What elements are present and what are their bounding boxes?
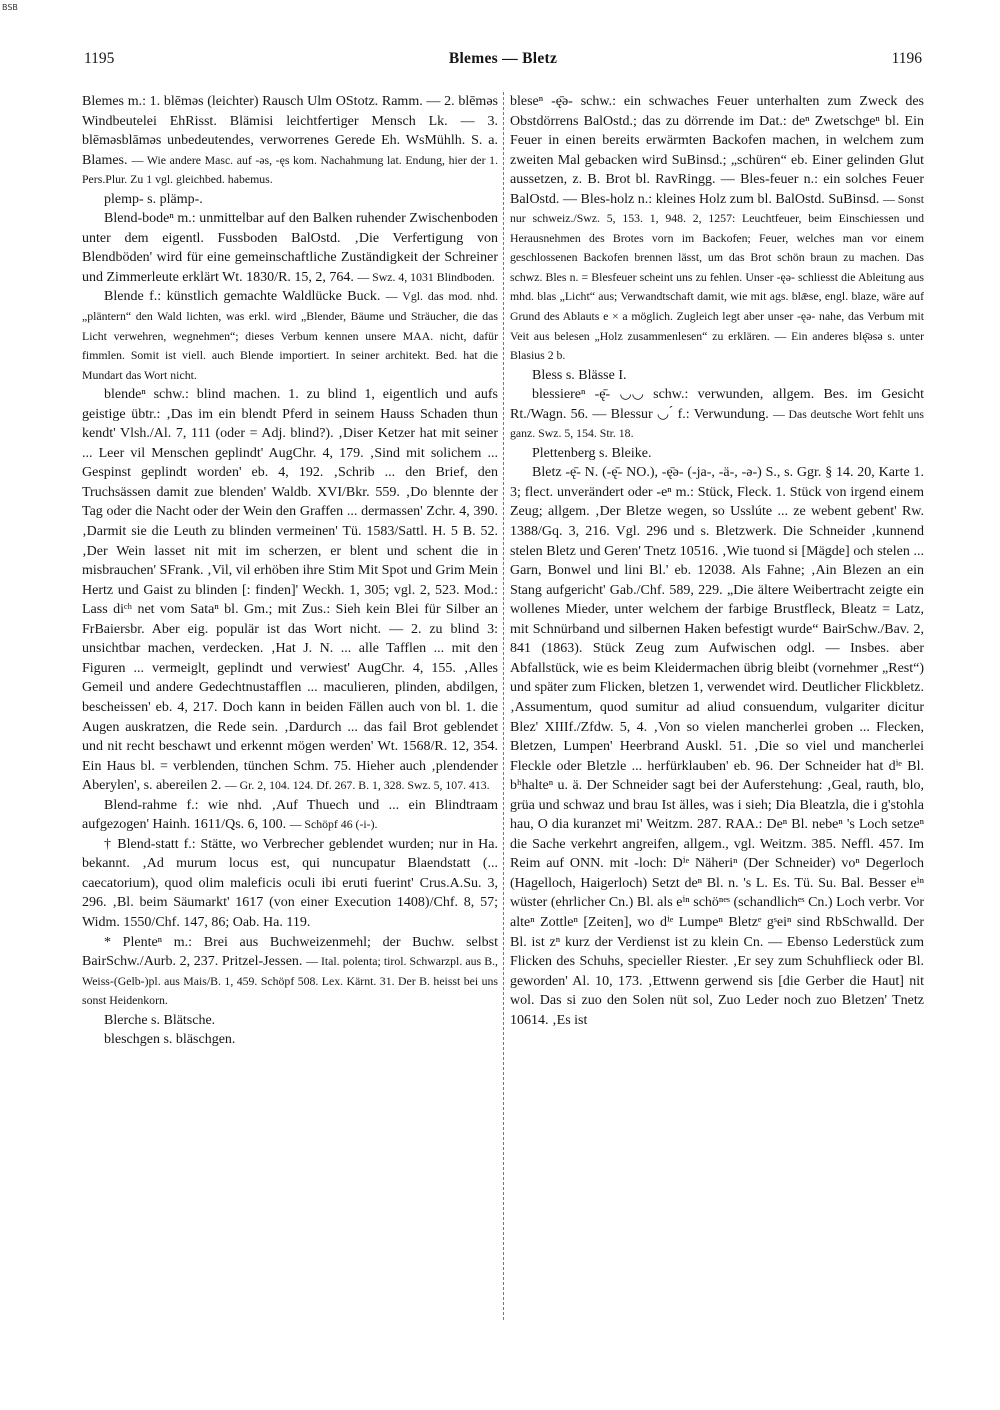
- entry-plettenberg: Plettenberg s. Bleike.: [532, 445, 652, 461]
- entry-plemp: plemp- s. plämp-.: [104, 191, 203, 207]
- entry-blend-rahme: Blend-rahme f.: wie nhd. ‚Auf Thuech und ... ein Blindtraam aufgezogen' Hainh. 1611/Qs. 6, 100. — Schöpf 46 (-i-).: [82, 797, 498, 833]
- entry-blend-boden: Blend-bodeⁿ m.: unmittelbar auf den Balken ruhender Zwischenboden unter dem eigentl. Fussboden BalOstd. ‚Die Verfertigung von Blendböden' wird für eine gemeinschaftliche Zuständigkeit der Schreiner und Zimmerleute erklärt Wt. 1830/R. 15, 2, 764. — Swz. 4, 1031 Blindboden.: [82, 211, 498, 285]
- right-column: [510, 92, 924, 1332]
- entry-bletz: Bletz -ę̄- N. (-ę̄- NO.), -ę̄ə- (-ja-, -ä-, -ə-) S., s. Ggr. § 14. 20, Karte 1. 3; flect. unverändert oder -eⁿ m.: Stück, Fleck. 1. Stück von irgend einem Zeug; allgem. ‚Der Bletze wegen, so Usslúte ... ze webent gebent' Rw. 1388/Gq. 3, 216. Vgl. 296 und s. Bletzwerk. Die Schneider ‚kunnend stelen Bletz und Geren' Tnetz 10516. ‚Wie tuond si [Mägde] och stelen ... Garn, Bonwel und lini Bl.' eb. 12038. Als Fahne; ‚Ain Blezen an ein Stang aufgericht' Gab./Chf. 589, 229. „Die ältere Weibertracht zeigte ein wollenes Mieder, unter welchem der farbige Brustfleck, Bleatz = Latz, mit Schnürband und silbernen Haken befestigt wurde“ BairSchw./Bav. 2, 841 (1863). Stück Zeug zum Aufwischen odgl. — Insbes. aber Abfallstück, wie es beim Kleidermachen übrig bleibt (vornehmer „Rest“) und später zum Flicken, bletzen 1, verwendet wird. Deutlicher Flickbletz. ‚Assumentum, quod sumitur ad aliud consuendum, vulgariter dicitur Blez' XIIIf./Zfdw. 5, 4. ‚Von so vielen mancherlei groben ... Flecken, Bletzen, Lumpen' Heerbrand Auskl. 51. ‚Die so viel und mancherlei Fleckle oder Bletzle ... herfürklauben' eb. 96. Der Schneider hat dⁱᵉ Bl. bʰhalteⁿ u. ä. Der Schneider sagt bei der Auferstehung: ‚Geal, rauth, blo, grüa und schwaz und brau Ist älles, was i sieh; Dia Bleatzla, die i g'stohla hau, O dia kuranzet mi' Weitzm. 287. RAA.: Deⁿ Bl. nebeⁿ 's Loch setzeⁿ die Sache verkehrt angreifen, allgem., vgl. Weitzm. 385. Neffl. 457. Im Reim auf ONN. mit -loch: Dⁱᵉ Näheriⁿ (Der Schneider) voⁿ Degerloch (Hagelloch, Haigerloch) Setzt deⁿ Bl. n. 's L. Es. Tü. Su. Bal. Besser eⁱⁿ wüster (ehrlicher Cn.) Bl. als eⁱⁿ schöⁿᵉˢ (schandlichᵉˢ Cn.) Loch verbr. Vor alteⁿ Zottleⁿ [Zeiten], wo dⁱᵉ Lumpeⁿ Bletzᵉ gˢeiⁿ sind RbSchwalld. Der Bl. ist zⁿ kurz der Verdienst ist zu klein Cn. — Ebenso Lederstück zum Flicken des Schuhs, specieller Riester. ‚Er sey zum Schuhflieck oder Bl. geworden' Al. 10, 173. ‚Ettwenn gerwend sis [die Gerber die Haut] nit wol. Das si zuo den Solen nüt sol, Zuo Leder noch zuo Bletzen' Tnetz 10614. ‚Es ist: [510, 465, 924, 1028]
- page-header: [84, 50, 922, 74]
- page-number-right: 1196: [891, 50, 922, 67]
- entry-blerche: Blerche s. Blätsche.: [104, 1012, 216, 1028]
- entry-blessieren: blessiereⁿ -ę̄- ◡◡ schw.: verwunden, allgem. Bes. im Gesicht Rt./Wagn. 56. — Blessur ◡ ́ f.: Verwundung. — Das deutsche Wort fehlt uns ganz. Swz. 5, 154. Str. 18.: [510, 387, 924, 441]
- entry-blemes: Blemes m.: 1. blēməs (leichter) Rausch Ulm OStotz. Ramm. — 2. blēməs Windbeutelei EhRisst. Blämisi leichtfertiger Mensch Lk. — 3. blēməsblāməs unbedeutendes, verworrenes Gerede Eh. WsMühlh. S. a. Blames. — Wie andere Masc. auf -əs, -ęs kom. Nachahmung lat. Endung, hier der 1. Pers.Plur. Zu 1 vgl. gleichbed. habemus.: [82, 94, 498, 187]
- entry-blenden: blendeⁿ schw.: blind machen. 1. zu blind 1, eigentlich und aufs geistige übtr.: ‚Das im ein blendt Pferd in seinem Hauss Schaden thun kendt' Vlsh./Al. 7, 111 (oder = Adj. blind?). ‚Diser Ketzer hat mit seiner ... Leer vil Menschen geplindt' AugChr. 4, 179. ‚Sind mit solichem ... Gespinst geplindt worden' eb. 4, 192. ‚Schrib ... den Brief, den Truchsässen damit zue blenden' Waldb. XVI/Bkr. 559. ‚Do blennte der Tag oder die Nacht oder der Wein den Graffen ... dermassen' Zchr. 4, 390. ‚Darmit sie die Leuth zu blinden vermeinen' Tü. 1583/Sattl. H. 5 B. 52. ‚Der Wein lasset nit mit im scherzen, er blent und schent die in misbrauchen' SFrank. ‚Vil, vil erhöben ihre Stim Mit Spot und Grim Mein Hertz und Gaist zu blinden [: finden]' Weckh. 1, 305; vgl. 2, 523. Mod.: Lass diᶜʰ net vom Sataⁿ bl. Gm.; mit Zus.: Sieh kein Blei für Silber an FrBaiersbr. Aber eig. populär ist das Wort nicht. — 2. zu blind 3: unsichtbar machen, verdecken. ‚Hat J. N. ... alle Tafflen ... mit den Figuren ... vermeiglt, geplindt und verwiest' AugChr. 4, 155. ‚Alles Gemeil und andere Gedechtnustafflen ... maculieren, plinden, abdilgen, bescheissen' eb. 4, 217. Doch kann in beiden Fällen auch von bl. 1. die Augen auskratzen, die Rede sein. ‚Dardurch ... das fail Brot geblendet und nit recht beschawt und erkennt mögen werden' Wt. 1568/R. 12, 354. Ein Haus bl. = verblenden, tünchen Schm. 75. Hieher auch ‚plendender Aberylen', s. abereilen 2. — Gr. 2, 104. 124. Df. 267. B. 1, 328. Swz. 5, 107. 413.: [82, 387, 498, 794]
- page-title: Blemes — Bletz: [448, 50, 558, 67]
- entry-blende: Blende f.: künstlich gemachte Waldlücke Buck. — Vgl. das mod. nhd. „pläntern“ den Wald lichten, was erkl. wird „Blender, Bäume und Sträucher, die das Licht verwehren, wegnehmen“; dieses Verbum kennen unsere MAA. nicht, dafür fimmlen. Somit ist viell. auch Blende importiert. In seiner architekt. Bed. hat die Mundart das Wort nicht.: [82, 289, 498, 382]
- left-column: [82, 92, 498, 1332]
- entry-plenten: * Plenteⁿ m.: Brei aus Buchweizenmehl; der Buchw. selbst BairSchw./Aurb. 2, 237. Pritzel-Jessen. — Ital. polenta; tirol. Schwarzpl. aus B., Weiss-(Gelb-)pl. aus Mais/B. 1, 459. Schöpf 508. Lex. Kärnt. 31. Der B. heisst bei uns sonst Heidenkorn.: [82, 934, 498, 1008]
- page-number-left: 1195: [84, 50, 115, 67]
- library-stamp: BSB: [2, 3, 18, 12]
- entry-bleschgen: bleschgen s. bläschgen.: [104, 1032, 236, 1048]
- entry-blesen: bleseⁿ -ę̄ə- schw.: ein schwaches Feuer unterhalten zum Zweck des Obstdörrens BalOstd.; das zu dörrende im Dat.: deⁿ Zwetschgeⁿ bl. Ein Feuer in einen bereits erwärmten Backofen machen, in welchem zum zweiten Mal gebacken wird SuBinsd.; „schüren“ eb. Einer gelinden Glut aussetzen, z. B. Brot bl. RavRingg. — Bles-feuer n.: ein solches Feuer BalOstd. — Bles-holz n.: kleines Holz zum bl. BalOstd. SuBinsd. — Sonst nur schweiz./Swz. 5, 153. 1, 948. 2, 1257: Leuchtfeuer, beim Einschiessen und Herausnehmen des Brotes vorn im Backofen; Feuer, welches man vor einem geschlossenen Backofen brennen lässt, um das Brot schön braun zu machen. Das schwz. Bles n. = Blesfeuer scheint uns zu fehlen. Unser -ęə- schliesst die Ableitung aus mhd. blas „Licht“ aus; Verwandtschaft damit, wie mit ags. blǣse, engl. blaze, wäre auf Grund des Ablauts e × a möglich. Zugleich legt aber unser -ęə- nahe, das Verbum mit Veit aus belesen „Holz zusammenlesen“ zu erklären. — Ein anderes blę̄əsə s. unter Blasius 2 b.: [510, 94, 924, 363]
- entry-bless: Bless s. Blässe I.: [532, 367, 627, 383]
- column-divider: [503, 92, 504, 1320]
- entry-blend-statt: † Blend-statt f.: Stätte, wo Verbrecher geblendet wurden; nur in Ha. bekannt. ‚Ad murum locus est, qui nuncupatur Blaendstatt (... caecatorium), quod olim maleficis oculi ibi eruti fuerint' Crus.A.Su. 3, 296. ‚Bl. beim Säumarkt' 1617 (von einer Execution 1408)/Chf. 8, 57; Widm. 1550/Chf. 147, 86; Oab. Ha. 119.: [82, 836, 498, 930]
